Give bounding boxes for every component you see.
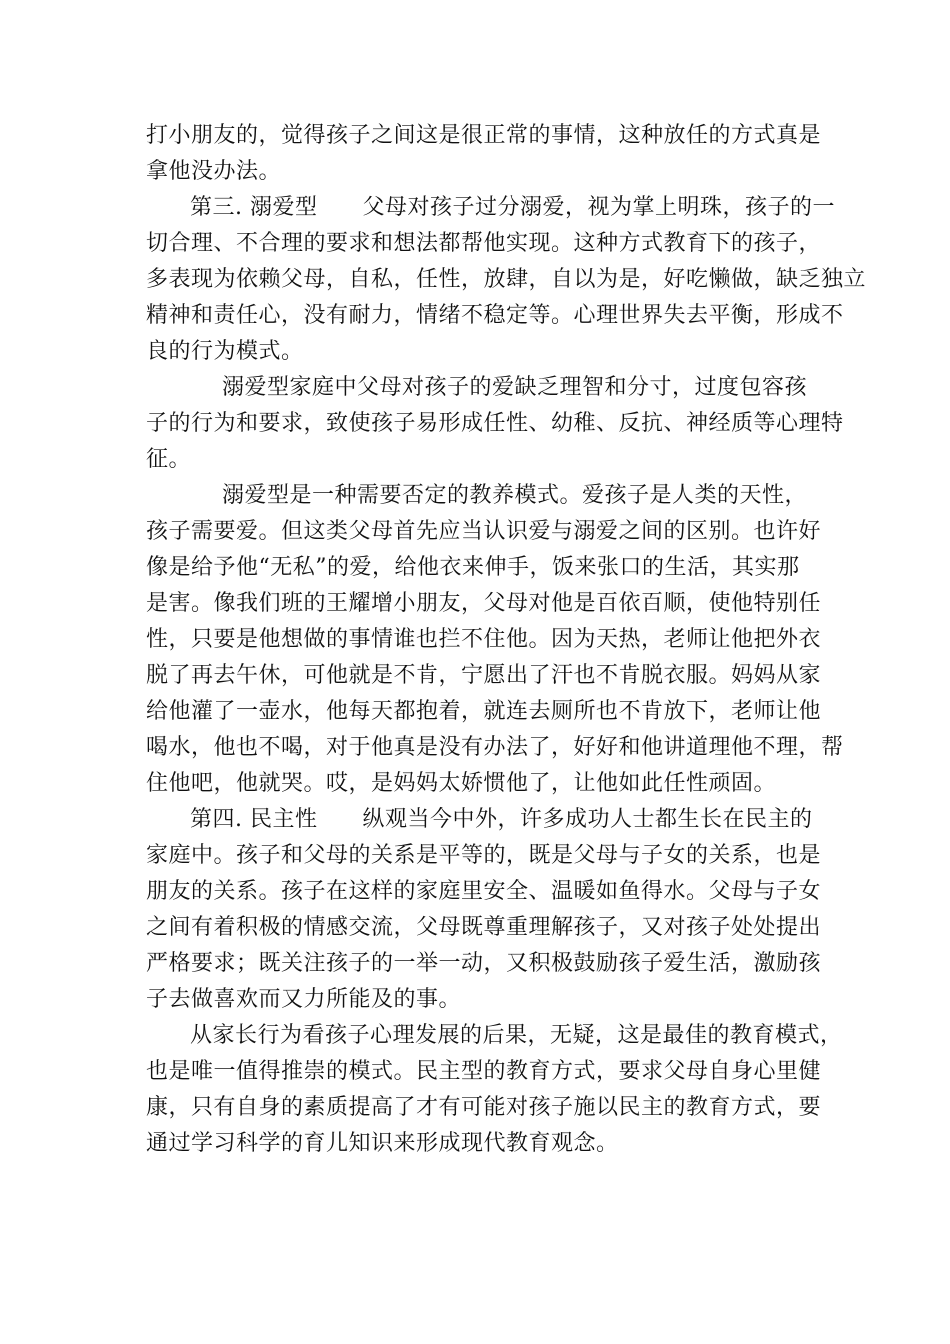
section-heading-line: 第四. 民主性 纵观当今中外，许多成功人士都生长在民主的 (190, 807, 813, 832)
text-line: 家庭中。孩子和父母的关系是平等的，既是父母与子女的关系，也是 (146, 843, 822, 868)
paragraph-1 (146, 118, 822, 190)
text-line: 溺爱型家庭中父母对孩子的爱缺乏理智和分寸，过度包容孩 (222, 375, 808, 400)
text-line: 子去做喜欢而又力所能及的事。 (146, 987, 462, 1012)
text-line: 精神和责任心，没有耐力，情绪不稳定等。心理世界失去平衡，形成不 (146, 303, 844, 328)
text-line: 喝水，他也不喝，对于他真是没有办法了，好好和他讲道理他不理，帮 (146, 735, 844, 760)
text-line: 住他吧，他就哭。哎，是妈妈太娇惯他了，让他如此任性顽固。 (146, 771, 777, 796)
paragraph-5-section-four (146, 802, 822, 1018)
text-line: 脱了再去午休，可他就是不肯，宁愿出了汗也不肯脱衣服。妈妈从家 (146, 663, 822, 688)
text-line: 子的行为和要求，致使孩子易形成任性、幼稚、反抗、神经质等心理特 (146, 411, 844, 436)
text-line: 通过学习科学的育儿知识来形成现代教育观念。 (146, 1131, 619, 1156)
text-line: 朋友的关系。孩子在这样的家庭里安全、温暖如鱼得水。父母与子女 (146, 879, 822, 904)
text-line: 溺爱型是一种需要否定的教养模式。爱孩子是人类的天性， (222, 483, 808, 508)
text-line: 拿他没办法。 (146, 159, 282, 184)
text-line: 康，只有自身的素质提高了才有可能对孩子施以民主的教育方式，要 (146, 1095, 822, 1120)
text-line: 性，只要是他想做的事情谁也拦不住他。因为天热，老师让他把外衣 (146, 627, 822, 652)
paragraph-4 (146, 478, 844, 802)
text-line: 给他灌了一壶水，他每天都抱着，就连去厕所也不肯放下，老师让他 (146, 699, 822, 724)
text-line: 征。 (146, 447, 192, 472)
text-line: 是害。像我们班的王耀增小朋友，父母对他是百依百顺，使他特别任 (146, 591, 822, 616)
text-line: 打小朋友的，觉得孩子之间这是很正常的事情，这种放任的方式真是 (146, 123, 822, 148)
text-line: 严格要求；既关注孩子的一举一动，又积极鼓励孩子爱生活，激励孩 (146, 951, 822, 976)
paragraph-3 (146, 370, 844, 478)
text-line: 从家长行为看孩子心理发展的后果，无疑，这是最佳的教育模式， (190, 1023, 843, 1048)
paragraph-6 (146, 1018, 843, 1162)
text-line: 像是给予他“无私”的爱，给他衣来伸手，饭来张口的生活，其实那 (146, 555, 800, 580)
paragraph-2-section-three (146, 190, 867, 370)
text-line: 多表现为依赖父母，自私，任性，放肆，自以为是，好吃懒做，缺乏独立 (146, 267, 867, 292)
text-line: 切合理、不合理的要求和想法都帮他实现。这种方式教育下的孩子， (146, 231, 822, 256)
section-heading-line: 第三. 溺爱型 父母对孩子过分溺爱，视为掌上明珠，孩子的一 (190, 195, 835, 220)
text-line: 良的行为模式。 (146, 339, 304, 364)
text-line: 也是唯一值得推崇的模式。民主型的教育方式，要求父母自身心里健 (146, 1059, 822, 1084)
text-line: 孩子需要爱。但这类父母首先应当认识爱与溺爱之间的区别。也许好 (146, 519, 822, 544)
text-line: 之间有着积极的情感交流，父母既尊重理解孩子，又对孩子处处提出 (146, 915, 822, 940)
document-body (146, 118, 867, 1162)
